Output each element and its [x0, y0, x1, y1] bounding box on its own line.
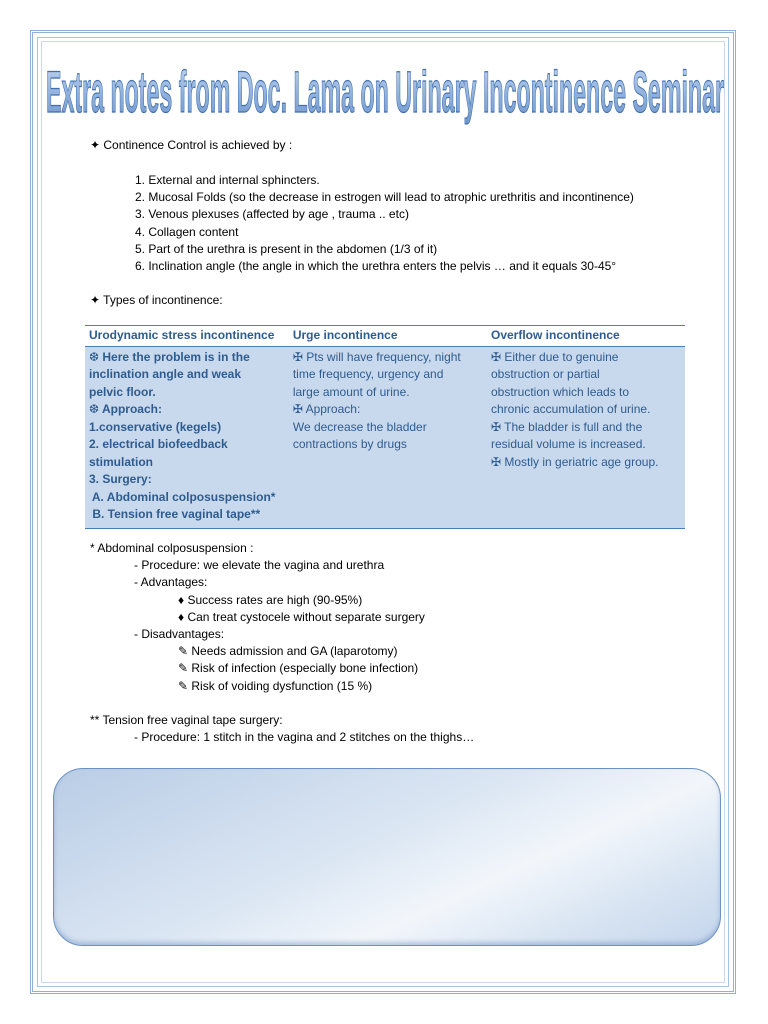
decorative-rounded-box: [53, 768, 721, 946]
cell-line: large amount of urine.: [292, 384, 410, 399]
stress-cell: [85, 346, 289, 528]
cell-line: obstruction which leads to: [490, 384, 630, 399]
urge-cell: [289, 346, 487, 528]
table-header: Urodynamic stress incontinence: [85, 326, 289, 347]
cell-line: stimulation: [89, 454, 154, 469]
list-item: 2. Mucosal Folds (so the decrease in estrogen will lead to atrophic urethritis and incontinence): [135, 190, 634, 205]
cell-line: inclination angle and weak: [89, 367, 242, 381]
cell-line: ✠ Mostly in geriatric age group.: [490, 454, 659, 469]
surgery-notes: [90, 540, 474, 746]
cell-line: A. Abdominal colposuspension*: [89, 489, 276, 504]
table-header: Urge incontinence: [289, 326, 487, 347]
list-item: 4. Collagen content: [135, 224, 239, 239]
cell-line: pelvic floor.: [89, 384, 156, 399]
cell-line: ✠ Approach:: [292, 402, 361, 416]
continence-list: [135, 172, 634, 275]
table-row: [85, 346, 685, 528]
colposuspension-procedure: - Procedure: we elevate the vagina and urethra: [134, 558, 385, 573]
types-heading: ✦ Types of incontinence:: [90, 293, 223, 307]
colposuspension-heading: * Abdominal colposuspension :: [90, 541, 254, 555]
continence-heading: ✦ Continence Control is achieved by :: [90, 138, 293, 152]
cell-line: ✠ The bladder is full and the: [490, 419, 643, 434]
cell-line: B. Tension free vaginal tape**: [89, 507, 261, 521]
disadvantage-item: ✎ Risk of infection (especially bone infection): [178, 661, 419, 676]
advantage-item: ♦ Success rates are high (90-95%): [178, 592, 363, 607]
disadvantage-item: ✎ Needs admission and GA (laparotomy): [178, 644, 398, 659]
cell-line: time frequency, urgency and: [292, 367, 444, 381]
cell-line: ✠ Pts will have frequency, night: [292, 349, 461, 364]
cell-line: ❆ Here the problem is in the: [89, 349, 250, 364]
overflow-cell: [487, 346, 685, 528]
cell-line: ❆ Approach:: [89, 402, 162, 416]
title-text: Extra notes from Doc. Lama on Urinary Incontinence Seminar: [46, 60, 724, 125]
cell-line: We decrease the bladder: [292, 419, 427, 434]
cell-line: contractions by drugs: [292, 437, 407, 451]
cell-line: 2. electrical biofeedback: [89, 437, 228, 451]
table-header: Overflow incontinence: [487, 326, 685, 347]
list-item: 6. Inclination angle (the angle in which the urethra enters the pelvis … and it equals 30-45°: [135, 259, 617, 274]
incontinence-types-table: [85, 325, 685, 529]
cell-line: obstruction or partial: [490, 367, 600, 381]
spacer: [90, 695, 474, 712]
cell-line: ✠ Either due to genuine: [490, 349, 619, 364]
list-item: 5. Part of the urethra is present in the abdomen (1/3 of it): [135, 241, 438, 256]
list-item: 1. External and internal sphincters.: [135, 173, 320, 187]
cell-line: chronic accumulation of urine.: [490, 402, 651, 416]
advantages-label: - Advantages:: [134, 575, 208, 590]
disadvantages-label: - Disadvantages:: [134, 627, 225, 642]
cell-line: 1.conservative (kegels): [89, 419, 222, 434]
advantage-item: ♦ Can treat cystocele without separate surgery: [178, 609, 425, 624]
tvt-procedure: - Procedure: 1 stitch in the vagina and 2 stitches on the thighs…: [134, 730, 475, 745]
cell-line: 3. Surgery:: [89, 472, 152, 486]
document-title: [44, 50, 726, 130]
tvt-heading: ** Tension free vaginal tape surgery:: [90, 712, 283, 727]
cell-line: residual volume is increased.: [490, 437, 646, 451]
list-item: 3. Venous plexuses (affected by age , trauma .. etc): [135, 207, 409, 222]
disadvantage-item: ✎ Risk of voiding dysfunction (15 %): [178, 678, 373, 693]
